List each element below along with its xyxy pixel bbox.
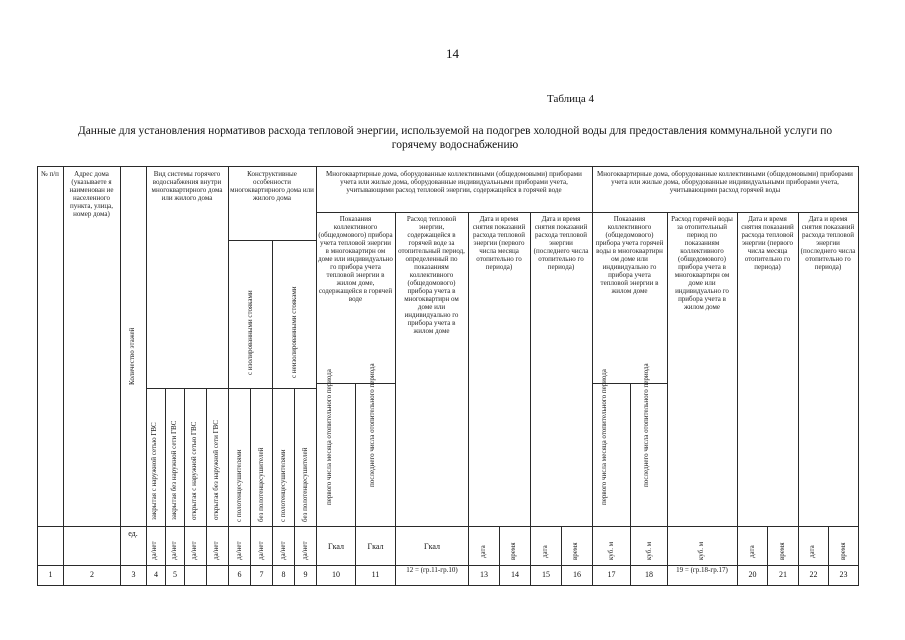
table-border-top: [37, 166, 859, 167]
col-number: 23: [839, 570, 848, 579]
col-line: [737, 212, 738, 586]
col-line: [120, 166, 121, 586]
unit-yes-no: да/нет: [150, 541, 158, 560]
header-gvs-closed-nonet: закрытая без наружной сети ГВС: [170, 420, 178, 520]
col-number: 1: [48, 570, 53, 579]
col-number: 6: [237, 570, 242, 579]
unit-time: время: [839, 542, 847, 560]
col-number: 16: [573, 570, 581, 579]
col-number: 17: [607, 570, 616, 579]
header-col-num: № п/п: [41, 170, 59, 178]
col-line: [667, 212, 668, 586]
unit-cubic-m: куб. м: [607, 541, 615, 560]
unit-yes-no: да/нет: [279, 541, 287, 560]
header-without-towel-2: без полотенцесушителей: [301, 447, 309, 522]
header-without-towel: без полотенцесушителей: [257, 447, 265, 522]
col-number: 9: [303, 570, 308, 579]
document-title: Данные для установления нормативов расхода тепловой энергии, используемой на подогрев холодной воды для предоставления коммунальной услуги по горячему водоснабжению: [77, 125, 833, 151]
col-line: [630, 383, 631, 586]
col-number: 22: [809, 570, 818, 579]
col-number: 5: [173, 570, 177, 579]
col-line: [316, 166, 317, 586]
header-floors: Количество этажей: [128, 327, 136, 385]
header-gvs-system: Вид системы горячего водоснабжения внутри многоквартирного дома или жилого дома: [151, 170, 223, 202]
unit-cubic-m: куб. м: [697, 541, 705, 560]
col-number: 14: [511, 570, 519, 579]
col-number: 10: [332, 570, 340, 579]
group-header-bottom-line: [316, 212, 859, 213]
unit-yes-no: да/нет: [190, 541, 198, 560]
col-line: [184, 388, 185, 586]
table-border-bottom: [37, 585, 859, 586]
col-number: 8: [281, 570, 286, 579]
col-line: [798, 212, 799, 586]
header-gvs-closed-net: закрытая с наружной сетью ГВС: [150, 422, 158, 520]
subheader-bottom-line: [146, 388, 316, 389]
header-consumption-heat: Расход тепловой энергии, содержащейся в горячей воде за отопительный период, определенный по показаниям коллективного (общедомового) прибора учета в многоквартирн ом доме или индивидуально го прибора учета в жилом доме: [398, 215, 465, 335]
unit-gcal: Гкал: [327, 542, 344, 551]
col-line: [395, 212, 396, 586]
header-bottom-line: [37, 526, 859, 527]
unit-time: время: [778, 542, 786, 560]
header-with-towel: с полотенцесушителями: [235, 449, 243, 522]
col-line: [294, 388, 295, 586]
unit-date: дата: [479, 545, 487, 558]
header-first-day-water: первого числа месяца отопительного периода: [600, 369, 608, 505]
unit-yes-no: да/нет: [235, 541, 243, 560]
unit-yes-no: да/нет: [170, 541, 178, 560]
unit-ed: ед.: [128, 529, 138, 538]
unit-date: дата: [748, 545, 756, 558]
header-readings-heat: Показания коллективного (общедомового) прибора учета тепловой энергии в многоквартирн ом доме или индивидуально го прибора учета тепловой энергии в жилом доме, содержащейся в горячей воде: [318, 215, 393, 303]
header-date-last: Дата и время снятия показаний расхода тепловой энергии (последнего числа отопительно го периода): [533, 215, 589, 271]
header-with-towel-2: с полотенцесушителями: [279, 449, 287, 522]
header-not-insulated: с неизолированными стояками: [290, 286, 298, 378]
header-insulated: с изолированными стояками: [246, 290, 254, 375]
unit-date: дата: [541, 545, 549, 558]
col-line: [355, 383, 356, 586]
unit-yes-no: да/нет: [301, 541, 309, 560]
unit-yes-no: да/нет: [212, 541, 220, 560]
col-number: 4: [154, 570, 158, 579]
table-border-right: [858, 166, 859, 586]
unit-yes-no: да/нет: [257, 541, 265, 560]
header-readings-water: Показания коллективного (общедомового) прибора учета горячей воды в многоквартирн ом доме или индивидуально го прибора учета тепловой энергии в жилом доме: [595, 215, 664, 295]
table-border-left: [37, 166, 38, 586]
header-date-first-water: Дата и время снятия показаний расхода тепловой энергии (первого числа месяца отопительно го периода): [741, 215, 794, 271]
header-gvs-open-net: открытая с наружной сетью ГВС: [190, 421, 198, 520]
col-line: [206, 388, 207, 586]
col-line: [272, 240, 273, 586]
header-gvs-open-nonet: открытая без наружной сети ГВС: [212, 420, 220, 520]
header-group-collective: Многоквартирные дома, оборудованные коллективными (общедомовыми) приборами учета или жилые дома, оборудованные индивидуальными приборами учета, учитывающими расход тепловой энергии, содержащейся в горячей воде: [326, 170, 582, 194]
col-number: 12 = (гр.11-гр.10): [406, 566, 458, 574]
col-number: 11: [371, 570, 380, 579]
col-number: 19 = (гр.18-гр.17): [676, 566, 728, 574]
unit-gcal: Гкал: [367, 542, 384, 551]
col-line: [530, 212, 531, 586]
col-number: 3: [131, 570, 136, 579]
header-group-collective-water: Многоквартирные дома, оборудованные коллективными (общедомовыми) приборами учета или жилые дома, оборудованные индивидуальными приборами учета, учитывающими расход горячей воды: [597, 170, 853, 194]
col-line: [146, 166, 147, 586]
col-number: 18: [645, 570, 653, 579]
header-first-day-heat: первого числа месяца отопительного периода: [325, 369, 333, 505]
unit-time: время: [509, 542, 517, 560]
col-line: [592, 166, 593, 586]
col-line: [228, 166, 229, 586]
unit-date: дата: [808, 545, 816, 558]
unit-cubic-m: куб. м: [645, 541, 653, 560]
page-number: 14: [446, 46, 459, 61]
header-last-day-heat: последнего числа отопительного периода: [368, 363, 376, 487]
col-number: 21: [779, 570, 787, 579]
header-address: Адрес дома (указываете я наименован ие населенного пункта, улица, номер дома): [69, 170, 114, 218]
unit-gcal: Гкал: [423, 542, 440, 551]
header-last-day-water: последнего числа отопительного периода: [642, 363, 650, 487]
col-line: [250, 388, 251, 586]
col-number: 15: [542, 570, 550, 579]
col-number: 20: [748, 570, 757, 579]
col-number: 7: [259, 570, 264, 579]
col-line: [63, 166, 64, 586]
header-date-last-water: Дата и время снятия показаний расхода тепловой энергии (последнего числа отопительно го периода): [800, 215, 856, 271]
col-line: [468, 212, 469, 586]
col-number: 13: [480, 570, 488, 579]
col-line: [165, 388, 166, 586]
table-label: Таблица 4: [547, 93, 595, 105]
header-consumption-water: Расход горячей воды за отопительный период по показаниям коллективного (общедомового) прибора учета в многоквартирн ом доме или индивидуально го прибора учета в жилом доме: [671, 215, 733, 311]
col-number: 2: [90, 570, 94, 579]
unit-time: время: [571, 542, 579, 560]
header-constructive: Конструктивные особенности многоквартирного дома или жилого дома: [230, 170, 314, 202]
header-date-first: Дата и время снятия показаний расхода тепловой энергии (первого числа месяца отопительно го периода): [472, 215, 526, 271]
